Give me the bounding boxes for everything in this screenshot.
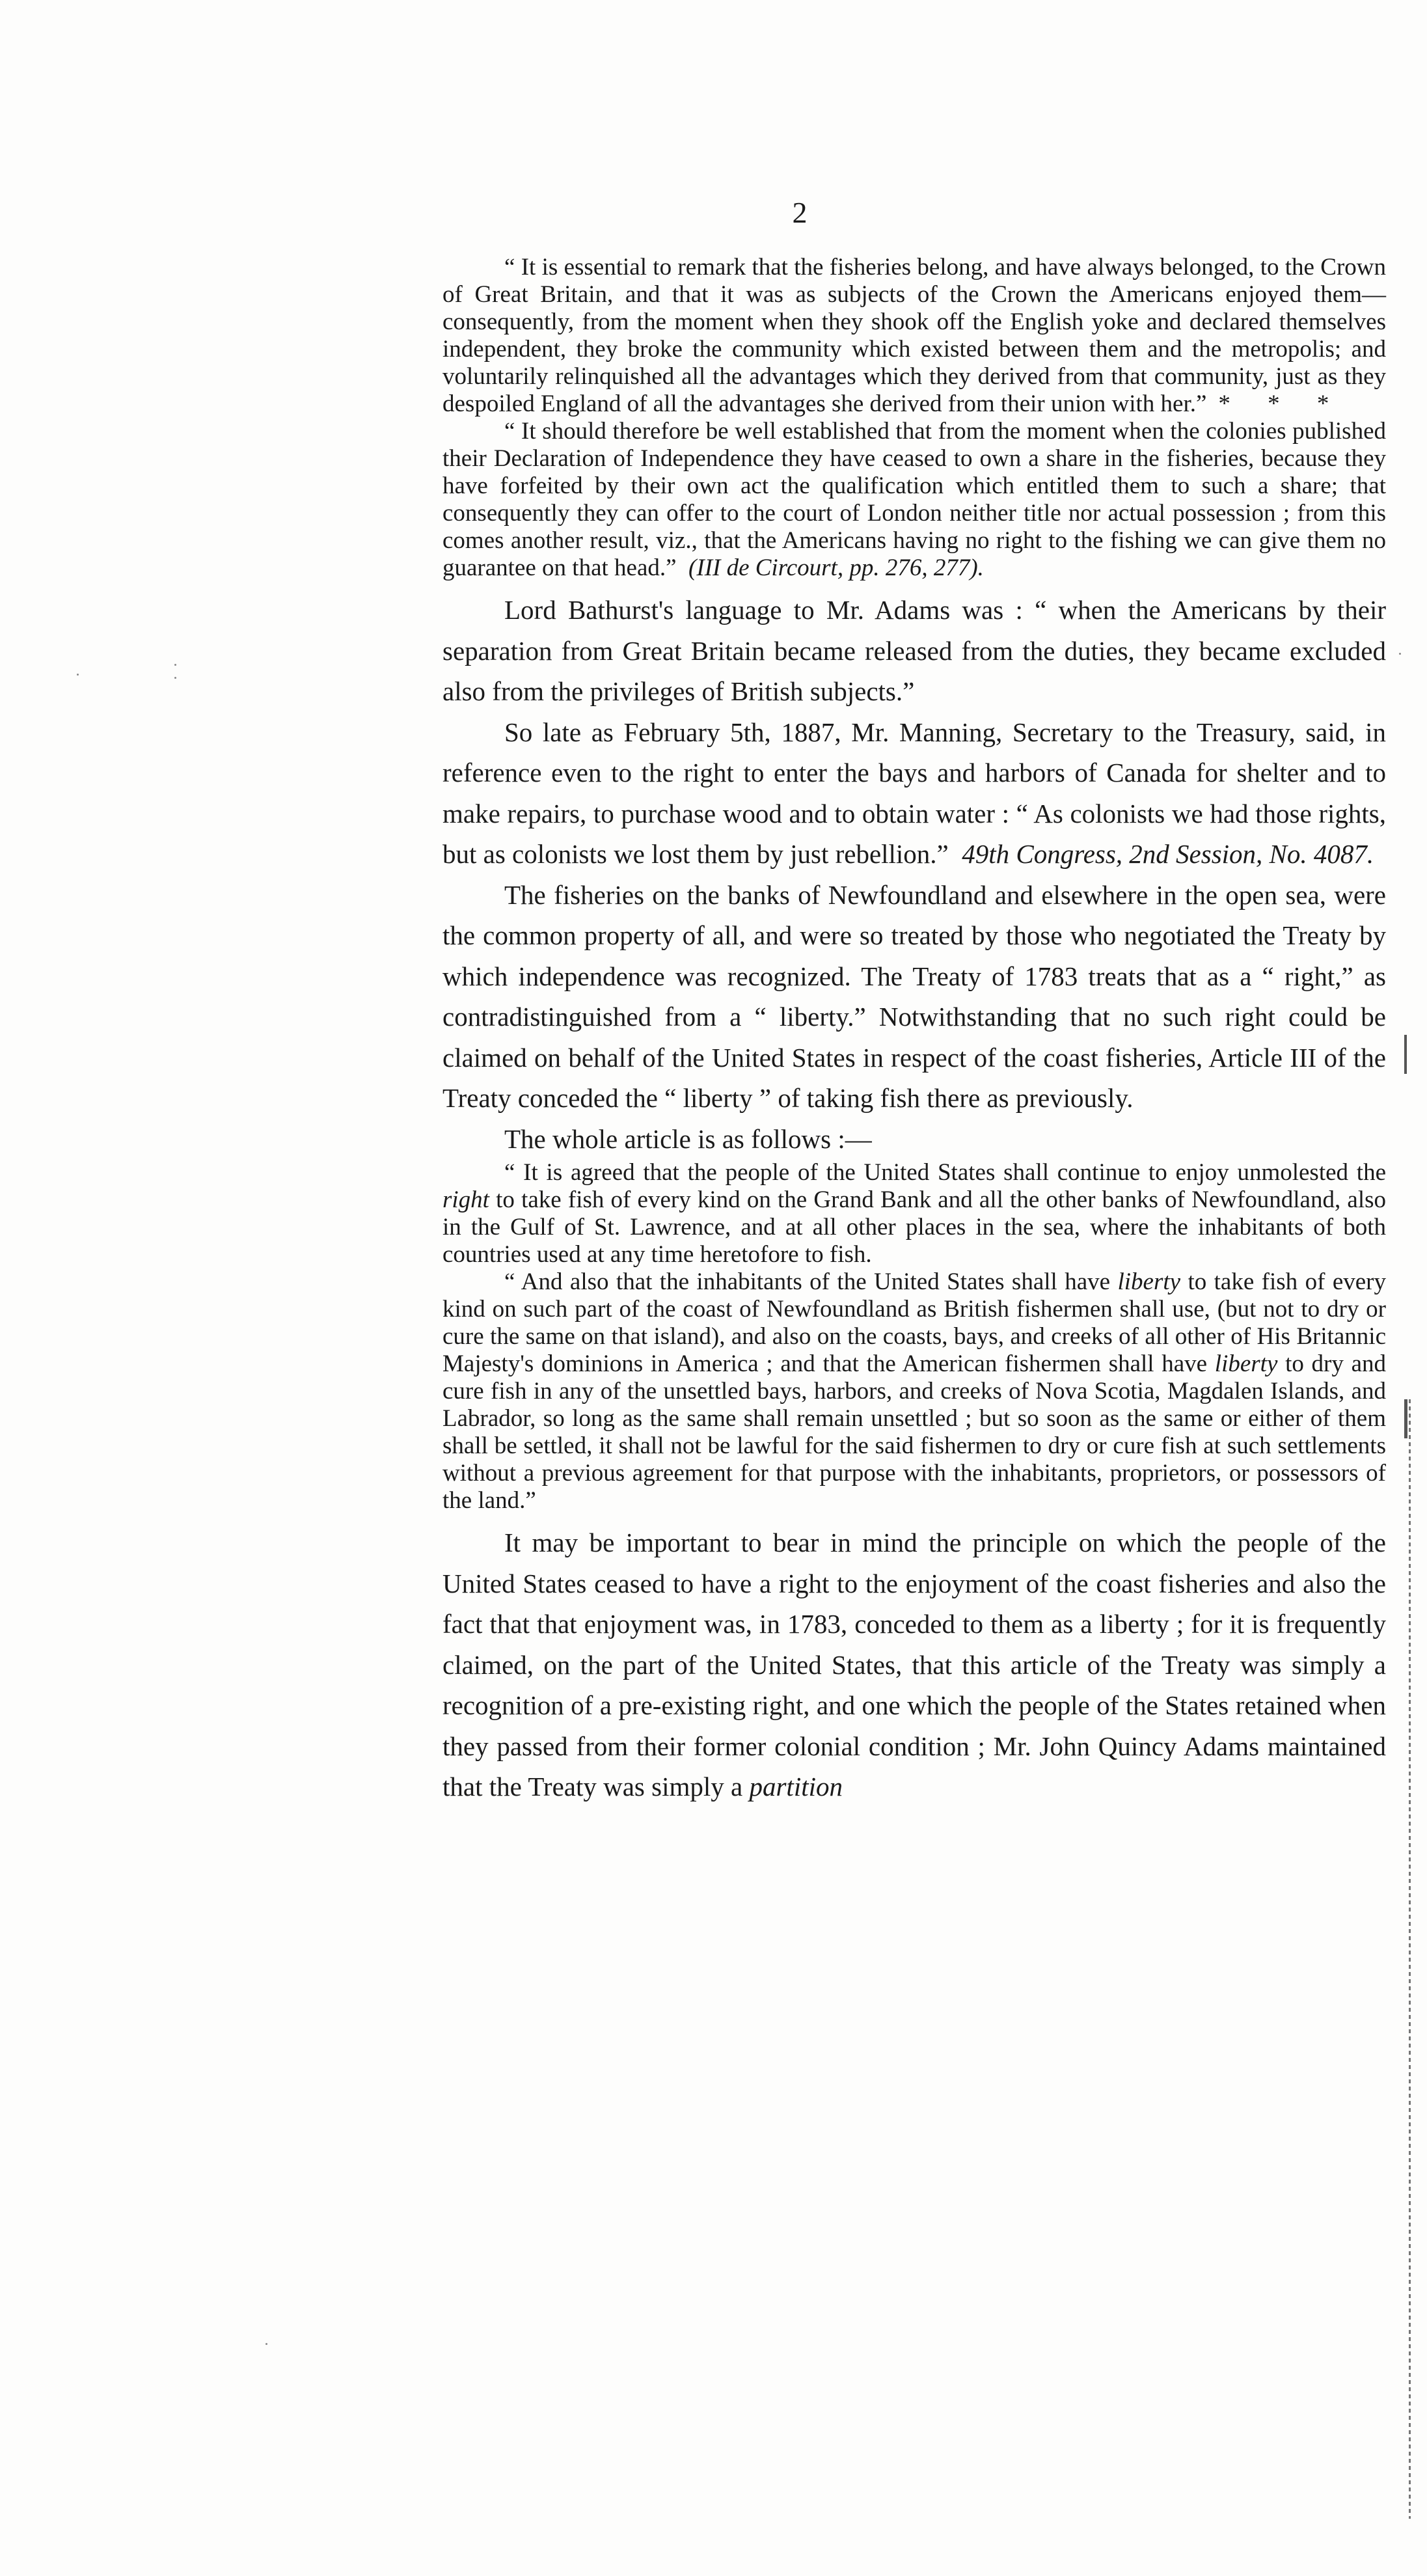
scan-speck [77, 674, 79, 676]
document-body [442, 254, 1386, 1807]
body-paragraph: The whole article is as follows :— [504, 1123, 872, 1154]
quote-paragraph [442, 1268, 1386, 1514]
margin-mark [1404, 1399, 1407, 1438]
quote-paragraph [442, 1159, 1386, 1268]
quote-text: “ It should therefore be well established that from the moment when the colonies published their Declaration of Independence they have ceased to own a share in the fisheries, because they have forfeited by their own act the qualification which entitled them to such a share; that consequently they can offer to the court of London neither title nor actual possession ; from this comes another result, viz., that the Americans having no right to the fishing we can give them no guarantee on that head.” [442, 418, 1386, 581]
body-paragraph: Lord Bathurst's language to Mr. Adams was : “ when the Americans by their separation from Great Britain became released from the duties, they became excluded also from the privileges of British subjects.” [442, 595, 1386, 706]
emphasis: liberty [1117, 1268, 1181, 1295]
page-number: 2 [792, 196, 808, 229]
quote-text: “ And also that the inhabitants of the United States shall have [504, 1268, 1118, 1295]
quote-text: “ It is essential to remark that the fisheries belong, and have always belonged, to the Crown of Great Britain, and that it was as subjects of the Crown the Americans enjoyed them—consequently, from the moment when they shook off the English yoke and declared themselves independent, they broke the community which existed between them and the metropolis; and voluntarily relinquished all the advantages which they derived from that community, just as they despoiled England of all the advantages she derived from their union with her.” [442, 254, 1386, 417]
page-edge-shadow [1409, 1399, 1411, 2519]
quote-paragraph [442, 418, 1386, 582]
quote-paragraph [442, 254, 1386, 418]
body-text: So late as February 5th, 1887, Mr. Manning, Secretary to the Treasury, said, in reference even to the right to enter the bays and harbors of Canada for shelter and to make repairs, to purchase wood and to obtain water : “ As colonists we had those rights, but as colonists we lost them by just rebellion.” [442, 717, 1386, 869]
emphasis: partition [749, 1772, 843, 1802]
body-paragraph [442, 712, 1386, 875]
quote-text: “ It is agreed that the people of the United States shall continue to enjoy unmolested the [504, 1159, 1386, 1186]
scan-speck [174, 664, 176, 666]
scan-speck [1399, 653, 1401, 655]
quote-text: to take fish of every kind on the Grand Bank and all the other banks of Newfoundland, also in the Gulf of St. Lawrence, and at all other places in the sea, where the inhabitants of both countries used at any time heretofore to fish. [442, 1186, 1386, 1268]
margin-mark [1404, 1035, 1407, 1074]
scan-speck [174, 677, 176, 679]
citation: (III de Circourt, pp. 276, 277). [688, 555, 984, 581]
body-paragraph: The fisheries on the banks of Newfoundland and elsewhere in the open sea, were the common property of all, and were so treated by those who negotiated the Treaty by which independence was recognized. The Treaty of 1783 treats that as a “ right,” as contradistinguished from a “ liberty.” Notwithstanding that no such right could be claimed on behalf of the United States in respect of the coast fisheries, Article III of the Treaty conceded the “ liberty ” of taking fish there as previously. [442, 879, 1386, 1113]
body-paragraph [442, 1522, 1386, 1807]
body-text: It may be important to bear in mind the principle on which the people of the United States ceased to have a right to the enjoyment of the coast fisheries and also the fact that that enjoyment was, in 1783, conceded to them as a liberty ; for it is frequently claimed, on the part of the United States, that this article of the Treaty was simply a recognition of a pre-existing right, and one which the people of the States retained when they passed from their former colonial condition ; Mr. John Quincy Adams maintained that the Treaty was simply a [442, 1528, 1386, 1802]
quote-text: to take fish of every kind on such part of the coast of Newfoundland as British fishermen shall use, (but not to dry or cure the same on that island), and also on the coasts, bays, and creeks of all other of His Britannic Majesty's dominions in America ; and that the American fishermen shall have [442, 1268, 1386, 1377]
ellipsis-stars: * * * [1218, 391, 1345, 417]
quote-text: to dry and cure fish in any of the unsettled bays, harbors, and creeks of Nova Scotia, Magdalen Islands, and Labrador, so long as the same shall remain unsettled ; but so soon as the same or either of them shall be settled, it shall not be lawful for the said fishermen to dry or cure fish at such settlements without a previous agreement for that purpose with the inhabitants, proprietors, or possessors of the land.” [442, 1350, 1386, 1514]
citation: 49th Congress, 2nd Session, No. 4087. [962, 839, 1374, 869]
scan-speck [265, 2343, 267, 2345]
emphasis: liberty [1214, 1350, 1278, 1377]
emphasis: right [442, 1186, 489, 1213]
